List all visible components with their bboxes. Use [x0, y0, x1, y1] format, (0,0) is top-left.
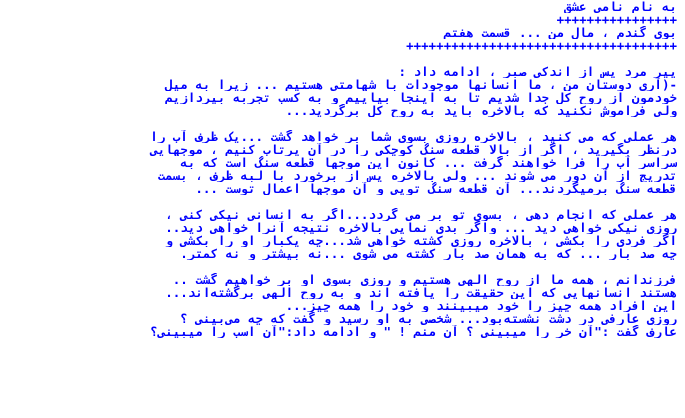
paragraph-1-line-3: خودمون از روح کل جدا شدیم تا به اینجا بیاییم و به کسب تجربه بپردازیم — [165, 91, 677, 104]
paragraph-4-line-5: عارف گفت :"آن خر را میبینی ؟ آن منم ! " و ادامه داد:"آن اسب را میبینی؟ — [150, 325, 677, 338]
paragraph-2-line-5: قطعه سنگ برمیگردند... آن قطعه سنگ تویی و آن موجها اعمال توست ... — [195, 182, 677, 195]
paragraph-4-line-2: هستند انسانهایی که این حقیقت را یافته اند و به روح الهی برگشته‌اند... — [165, 286, 677, 299]
paragraph-4-line-4: روزی عارفی در دشت نشسته‌بود... شخصی به او رسید و گفت که چه می‌بینی ؟ — [180, 312, 677, 325]
paragraph-1-line-2: -(آری دوستان من ، ما انسانها موجودات با شهامتی هستیم ... زیرا به میل — [165, 78, 677, 91]
blank-line — [0, 52, 677, 65]
paragraph-4-line-3: این افراد همه چیز را خود میبینند و خود را همه چیز... — [285, 299, 677, 312]
paragraph-2-line-1: هر عملی که می کنید ، بالاخره روزی بسوی شما بر خواهد گشت ...یک ظرف آب را — [150, 130, 677, 143]
separator-short: ++++++++++++++++ — [556, 13, 677, 26]
paragraph-3-line-4: چه صد بار ... که به همان صد بار کشته می شوی ...نه بیشتر و نه کمتر. — [180, 247, 677, 260]
paragraph-2-line-4: تدریج از آن دور می شوند ... ولی بالاخره پس از برخورد با لبه ظرف ، بسمت — [157, 169, 677, 182]
paragraph-3-line-1: هر عملی که انجام دهی ، بسوی تو بر می گردد...اگر به انسانی نیکی کنی ، — [165, 208, 677, 221]
document-subtitle: بوی گندم ، مال من ... قسمت هفتم — [443, 26, 677, 39]
document-title: به نام نامی عشق — [564, 0, 677, 13]
paragraph-4-line-1: فرزندانم ، همه ما از روح الهی هستیم و روزی بسوی او بر خواهیم گشت .. — [172, 273, 677, 286]
blank-line — [0, 195, 677, 208]
separator-long: ++++++++++++++++++++++++++++++++++++ — [406, 39, 677, 52]
paragraph-2-line-2: درنظر بگیرید ، اگر از بالا قطعه سنگ کوچکی را در آن پرتاب کنیم ، موجهایی — [150, 143, 677, 156]
paragraph-1-line-4: ولی فراموش نکنید که بالاخره باید به روح کل برگردید... — [285, 104, 677, 117]
blank-line — [0, 117, 677, 130]
paragraph-1-line-1: پیر مرد پس از اندکی صبر ، ادامه داد : — [398, 65, 677, 78]
blank-line — [0, 260, 677, 273]
paragraph-3-line-3: اگر فردی را بکشی ، بالاخره روزی کشته خواهی شد...چه یکبار او را بکشی و — [165, 234, 677, 247]
paragraph-2-line-3: سراسر آب را فرا خواهند گرفت ... کانون این موجها قطعه سنگ است که به — [180, 156, 677, 169]
paragraph-3-line-2: روزی نیکی خواهی دید ... واگر بدی نمایی بالاخره نتیجه آنرا خواهی دید.. — [165, 221, 677, 234]
